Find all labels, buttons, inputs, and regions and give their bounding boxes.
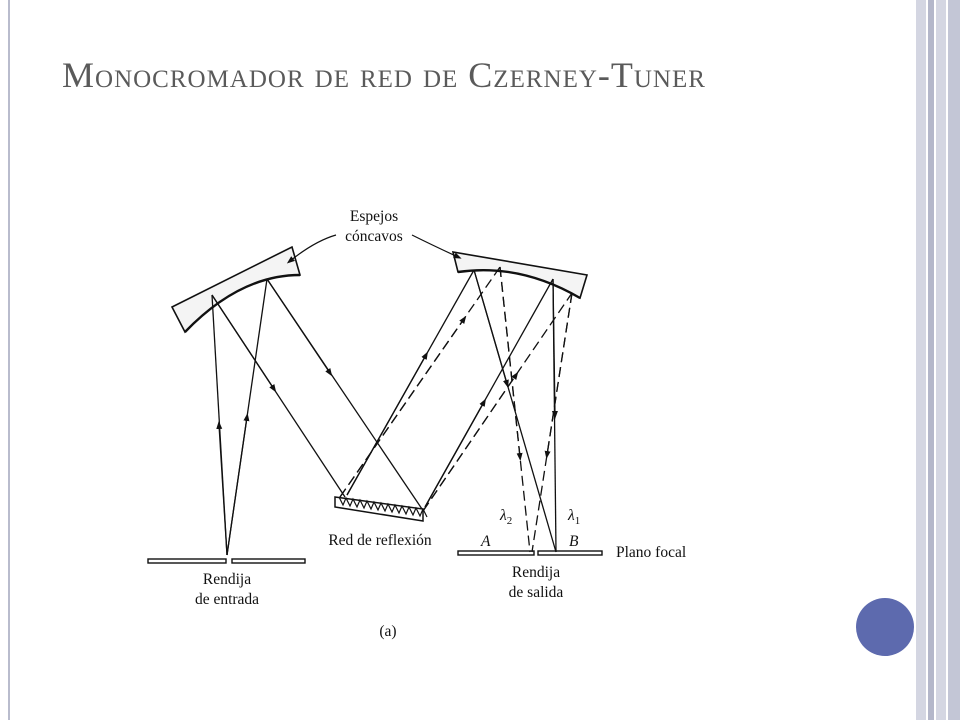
- lambda2-label: $\lambda_2$: [500, 507, 513, 527]
- exit-slit-label-line1: Rendija: [511, 564, 561, 581]
- entrance-slit-label-line2: de entrada: [194, 591, 260, 608]
- accent-circle: [856, 598, 914, 656]
- slide-left-border: [8, 0, 10, 720]
- diffracted-rays: [340, 267, 572, 511]
- reflection-grating: [335, 497, 427, 521]
- grating-label: Red de reflexión: [328, 532, 432, 549]
- point-b-label: B: [569, 533, 579, 550]
- slide-right-border: [916, 0, 960, 720]
- left-concave-mirror: [172, 247, 300, 332]
- point-a-label: A: [481, 533, 491, 550]
- mirrors-label-line2: cóncavos: [345, 228, 403, 245]
- exit-slit-label-line2: de salida: [508, 584, 564, 601]
- focal-plane-label: Plano focal: [616, 544, 687, 561]
- czerny-turner-diagram: [140, 195, 720, 655]
- right-concave-mirror: [453, 252, 587, 298]
- figure-caption: (a): [379, 623, 397, 640]
- entrance-slit: [148, 559, 305, 563]
- entrance-slit-label-line1: Rendija: [202, 571, 252, 588]
- focused-rays: [474, 267, 572, 552]
- slide-title: Monocromador de red de Czerney-Tuner: [62, 55, 706, 95]
- mirrors-label-line1: Espejos: [349, 208, 399, 225]
- lambda1-label: $\lambda_1$: [568, 507, 581, 527]
